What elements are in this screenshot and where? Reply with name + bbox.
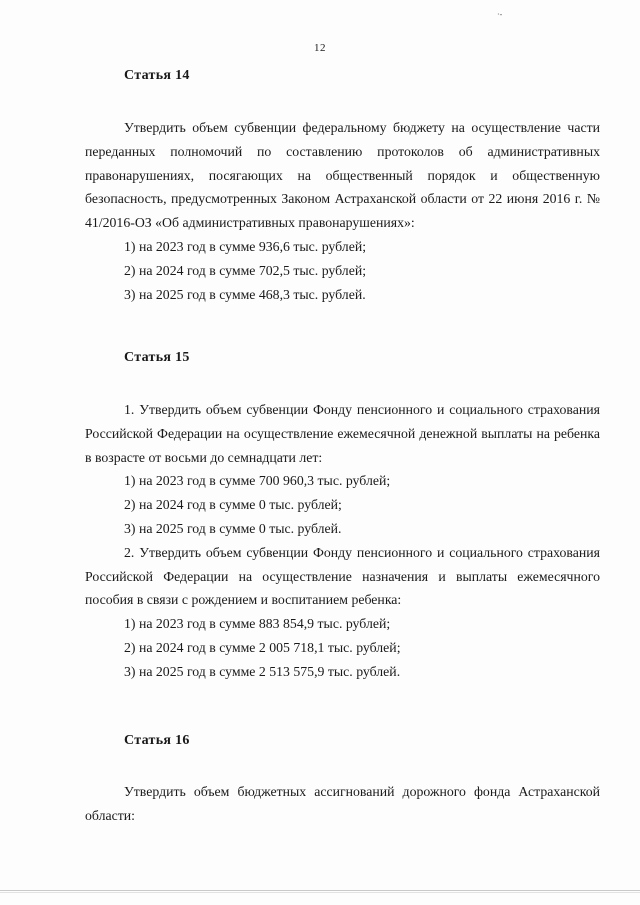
article-15-clause-2-paragraph: 2. Утвердить объем субвенции Фонду пенсионного и социального страхования Российской Федерации на осуществление назначения и выплаты ежемесячного пособия в связи с рождением и воспитанием ребенка: (85, 544, 600, 608)
article-16-body (85, 780, 600, 828)
article-15-clause-2-item-2: 2) на 2024 год в сумме 2 005 718,1 тыс. рублей; (124, 639, 401, 655)
article-16-heading: Статья 16 (124, 733, 190, 748)
article-14-heading: Статья 14 (124, 68, 190, 83)
article-15-clause-1-item-1: 1) на 2023 год в сумме 700 960,3 тыс. рублей; (124, 473, 391, 489)
article-15-body (85, 398, 600, 684)
article-14-item-2: 2) на 2024 год в сумме 702,5 тыс. рублей; (124, 262, 367, 278)
article-14-item-1: 1) на 2023 год в сумме 936,6 тыс. рублей; (124, 238, 367, 254)
article-15-clause-1-paragraph: 1. Утвердить объем субвенции Фонду пенсионного и социального страхования Российской Федерации на осуществление ежемесячной денежной выплаты на ребенка в возрасте от восьми до семнадцати лет: (85, 402, 600, 465)
article-14-item-3: 3) на 2025 год в сумме 468,3 тыс. рублей. (124, 286, 366, 302)
scan-edge-line (0, 890, 640, 891)
article-14-body (85, 116, 600, 306)
article-15-clause-1-item-3: 3) на 2025 год в сумме 0 тыс. рублей. (124, 520, 342, 536)
article-16-paragraph: Утвердить объем бюджетных ассигнований дорожного фонда Астраханской области: (85, 784, 600, 823)
scan-edge-line-secondary (0, 892, 640, 893)
article-15-clause-2-item-1: 1) на 2023 год в сумме 883 854,9 тыс. рублей; (124, 616, 391, 632)
page-number: 12 (314, 42, 326, 54)
article-15-clause-1-item-2: 2) на 2024 год в сумме 0 тыс. рублей; (124, 497, 342, 513)
article-14-paragraph: Утвердить объем субвенции федеральному бюджету на осуществление части переданных полномочий по составлению протоколов об административных правонарушениях, посягающих на общественный порядок и общественную безопасность, предусмотренных Законом Астраханской области от 22 июня 2016 г. № 41/2016-ОЗ «Об административных правонарушениях»: (85, 120, 600, 231)
article-15-clause-2-item-3: 3) на 2025 год в сумме 2 513 575,9 тыс. рублей. (124, 663, 401, 679)
article-15-heading: Статья 15 (124, 350, 190, 365)
scan-artifact: ·- (497, 10, 503, 19)
